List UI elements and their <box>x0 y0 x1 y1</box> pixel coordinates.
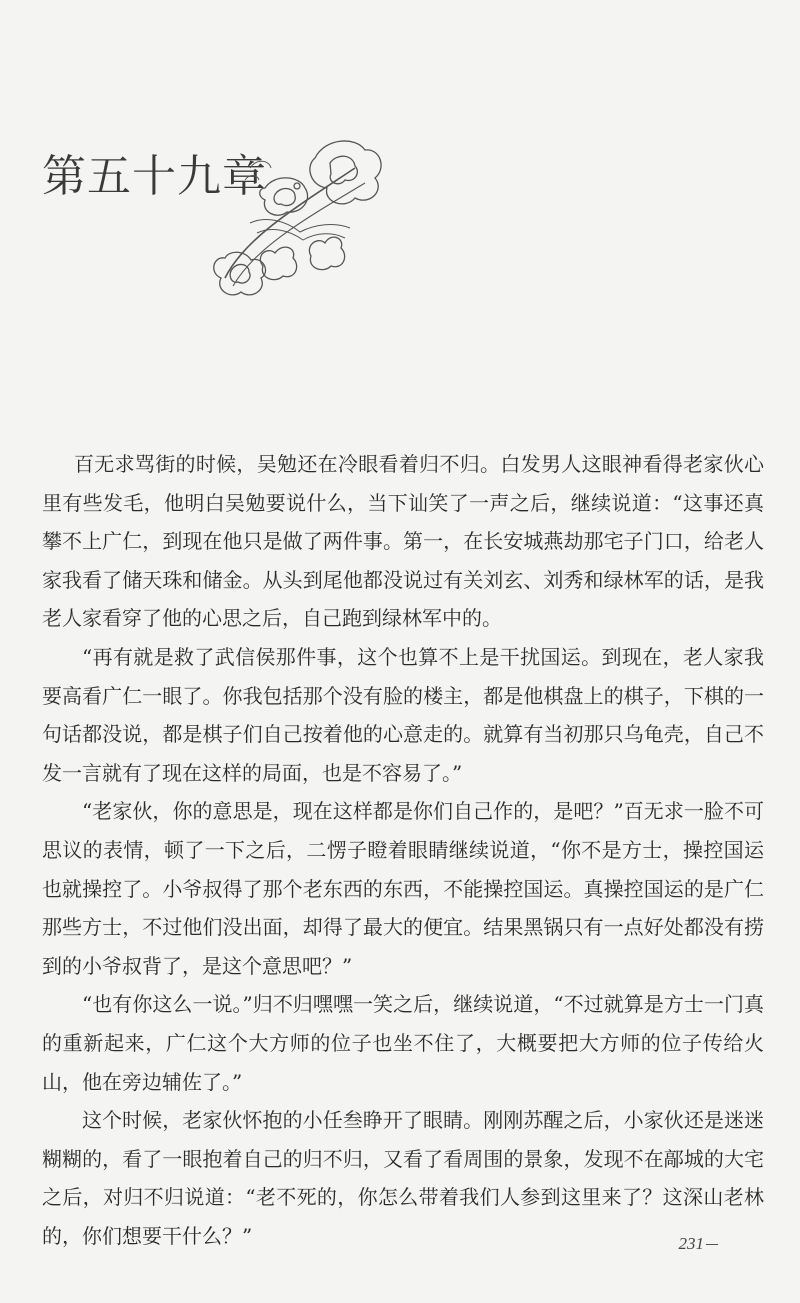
page-number-dash <box>706 1244 718 1245</box>
chapter-title: 第五十九章 <box>42 151 267 202</box>
paragraph: 百无求骂街的时候，吴勉还在冷眼看着归不归。白发男人这眼神看得老家伙心里有些发毛，他明白吴勉要说什么，当下讪笑了一声之后，继续说道：“这事还真攀不上广仁，到现在他只是做了两件事。第一，在长安城燕劫那宅子门口，给老人家我看了储天珠和储金。从头到尾他都没说过有关刘玄、刘秀和绿林军的话，是我老人家看穿了他的心思之后，自己跑到绿林军中的。 <box>42 452 764 631</box>
paragraph: “也有你这么一说。”归不归嘿嘿一笑之后，继续说道，“不过就算是方士一门真的重新起来，广仁这个大方师的位子也坐不住了，大概要把大方师的位子传给火山，他在旁边辅佐了。” <box>42 992 764 1094</box>
paragraph: “再有就是救了武信侯那件事，这个也算不上是干扰国运。到现在，老人家我要高看广仁一眼了。你我包括那个没有脸的楼主，都是他棋盘上的棋子，下棋的一句话都没说，都是棋子们自己按着他的心意走的。就算有当初那只乌龟壳，自己不发一言就有了现在这样的局面，也是不容易了。” <box>42 644 764 785</box>
paragraph: “老家伙，你的意思是，现在这样都是你们自己作的，是吧？”百无求一脸不可思议的表情，顿了一下之后，二愣子瞪着眼睛继续说道，“你不是方士，操控国运也就操控了。小爷叔得了那个老东西的东西，不能操控国运。真操控国运的是广仁那些方士，不过他们没出面，却得了最大的便宜。结果黑锅只有一点好处都没有捞到的小爷叔背了，是这个意思吧？” <box>42 799 764 978</box>
page-number: 231 <box>678 1234 704 1253</box>
cloud-dragon-ornament-icon <box>205 128 390 303</box>
chapter-body <box>42 445 764 1255</box>
paragraph: 这个时候，老家伙怀抱的小任叁睁开了眼睛。刚刚苏醒之后，小家伙还是迷迷糊糊的，看了一眼抱着自己的归不归，又看了看周围的景象，发现不在鄗城的大宅之后，对归不归说道：“老不死的，你怎么带着我们人参到这里来了？这深山老林的，你们想要干什么？” <box>42 1108 764 1248</box>
